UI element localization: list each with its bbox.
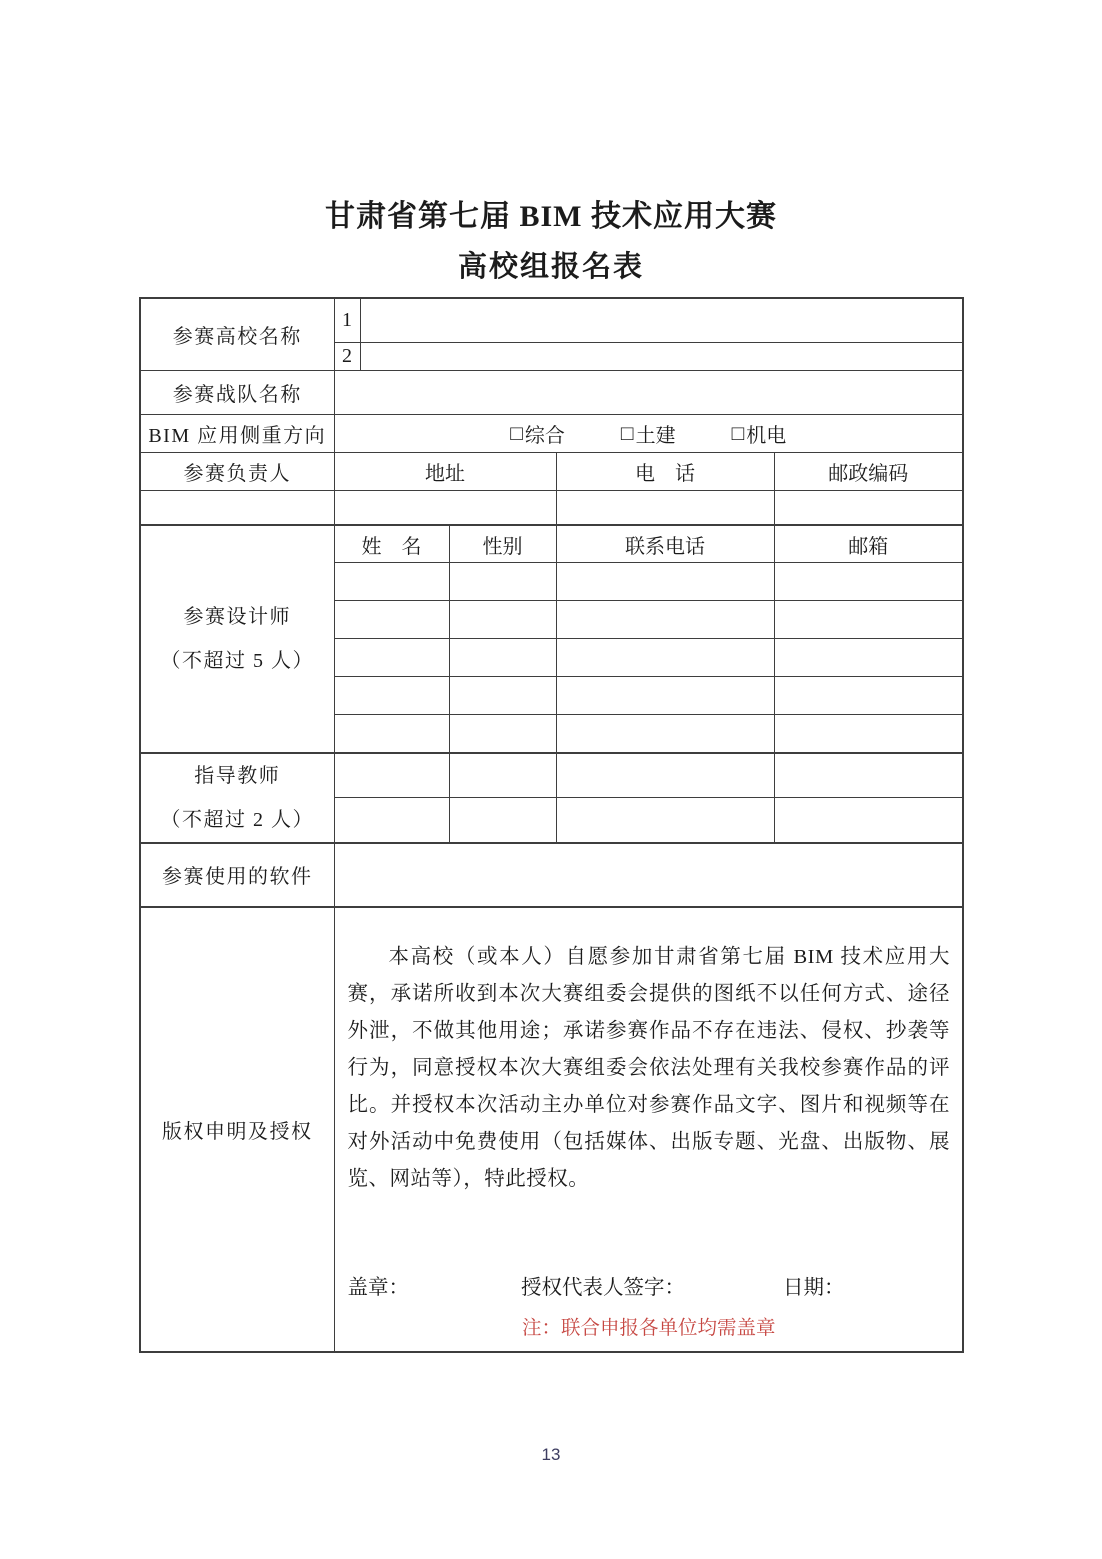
teachers-label: [140, 753, 334, 843]
teacher-contact-field[interactable]: [556, 798, 774, 843]
designer-email-field[interactable]: [774, 677, 963, 715]
designer-email-field[interactable]: [774, 563, 963, 601]
designers-label-line2: （不超过 5 人）: [160, 649, 314, 672]
designer-email-field[interactable]: [774, 639, 963, 677]
university-row-1: [140, 298, 963, 343]
leader-postcode-field[interactable]: [774, 491, 963, 525]
university-name-label: 参赛高校名称: [140, 298, 334, 371]
date-label: 日期：: [783, 1277, 845, 1300]
copyright-label: 版权申明及授权: [140, 907, 334, 1352]
designer-contact-field[interactable]: [556, 563, 774, 601]
designer-gender-header: 性别: [449, 525, 556, 563]
registration-form-table: [139, 297, 964, 1353]
copyright-declaration-block: [335, 915, 963, 1343]
option-comprehensive[interactable]: [510, 419, 565, 448]
copyright-declaration-text: 本高校（或本人）自愿参加甘肃省第七届 BIM 技术应用大赛，承诺所收到本次大赛组委会提供的图纸不以任何方式、途径外泄，不做其他用途；承诺参赛作品不存在违法、侵权、抄袭等行为，同意授权本次大赛组委会依法处理有关我校参赛作品的评比。并授权本次活动主办单位对参赛作品文字、图片和视频等在对外活动中免费使用（包括媒体、出版专题、光盘、出版物、展览、网站等），特此授权。: [347, 946, 950, 1191]
teachers-label-line2: （不超过 2 人）: [160, 808, 314, 831]
option-comprehensive-label: 综合: [524, 425, 565, 448]
document-header: [0, 0, 1102, 284]
designers-label-line1: 参赛设计师: [183, 605, 291, 628]
option-civil-label: 土建: [635, 425, 676, 448]
representative-signature-label: 授权代表人签字：: [521, 1277, 685, 1300]
university-name-2-field[interactable]: [360, 343, 963, 371]
leader-label: 参赛负责人: [140, 453, 334, 491]
designer-name-field[interactable]: [334, 639, 449, 677]
university-index-2: 2: [334, 343, 360, 371]
designer-header-row: [140, 525, 963, 563]
signature-row: [348, 1274, 951, 1302]
bim-direction-options: [335, 419, 963, 448]
designer-name-field[interactable]: [334, 715, 449, 753]
team-name-field[interactable]: [334, 371, 963, 415]
designer-email-field[interactable]: [774, 601, 963, 639]
leader-name-field[interactable]: [140, 491, 334, 525]
team-name-row: [140, 371, 963, 415]
designer-gender-field[interactable]: [449, 677, 556, 715]
teacher-gender-field[interactable]: [449, 753, 556, 798]
university-index-1: 1: [334, 298, 360, 343]
teacher-row: [140, 753, 963, 798]
teachers-label-line1: 指导教师: [194, 764, 281, 787]
designer-name-field[interactable]: [334, 601, 449, 639]
designer-contact-field[interactable]: [556, 639, 774, 677]
bim-direction-options-cell: [334, 415, 963, 453]
stamp-label: 盖章：: [347, 1277, 409, 1300]
option-mep[interactable]: [732, 419, 787, 448]
designer-name-field[interactable]: [334, 677, 449, 715]
team-name-label: 参赛战队名称: [140, 371, 334, 415]
designer-gender-field[interactable]: [449, 563, 556, 601]
designer-contact-field[interactable]: [556, 601, 774, 639]
document-title: 甘肃省第七届 BIM 技术应用大赛: [325, 200, 777, 233]
software-row: [140, 843, 963, 907]
teacher-email-field[interactable]: [774, 753, 963, 798]
university-name-1-field[interactable]: [360, 298, 963, 343]
document-subtitle: 高校组报名表: [457, 250, 644, 283]
leader-phone-header: 电 话: [556, 453, 774, 491]
designer-contact-field[interactable]: [556, 677, 774, 715]
teacher-email-field[interactable]: [774, 798, 963, 843]
designer-name-field[interactable]: [334, 563, 449, 601]
copyright-row: [140, 907, 963, 1352]
designer-contact-header: 联系电话: [556, 525, 774, 563]
designer-contact-field[interactable]: [556, 715, 774, 753]
designer-gender-field[interactable]: [449, 715, 556, 753]
teacher-name-field[interactable]: [334, 798, 449, 843]
checkbox-icon[interactable]: □: [510, 421, 523, 446]
designer-email-header: 邮箱: [774, 525, 963, 563]
copyright-content-cell: [334, 907, 963, 1352]
bim-direction-label: BIM 应用侧重方向: [140, 415, 334, 453]
teacher-gender-field[interactable]: [449, 798, 556, 843]
joint-stamp-note: 注：联合申报各单位均需盖章: [521, 1318, 776, 1340]
checkbox-icon[interactable]: □: [731, 421, 745, 446]
designer-email-field[interactable]: [774, 715, 963, 753]
teacher-name-field[interactable]: [334, 753, 449, 798]
option-civil[interactable]: [621, 419, 676, 448]
leader-address-header: 地址: [334, 453, 556, 491]
page-number: 13: [541, 1444, 561, 1464]
teacher-contact-field[interactable]: [556, 753, 774, 798]
bim-direction-row: [140, 415, 963, 453]
software-label: 参赛使用的软件: [140, 843, 334, 907]
leader-postcode-header: 邮政编码: [774, 453, 963, 491]
leader-header-row: [140, 453, 963, 491]
designers-label: [140, 525, 334, 753]
designer-name-header: 姓 名: [334, 525, 449, 563]
leader-address-field[interactable]: [334, 491, 556, 525]
checkbox-icon[interactable]: □: [620, 421, 634, 446]
leader-phone-field[interactable]: [556, 491, 774, 525]
software-field[interactable]: [334, 843, 963, 907]
designer-gender-field[interactable]: [449, 639, 556, 677]
designer-gender-field[interactable]: [449, 601, 556, 639]
option-mep-label: 机电: [746, 425, 787, 448]
leader-value-row: [140, 491, 963, 525]
